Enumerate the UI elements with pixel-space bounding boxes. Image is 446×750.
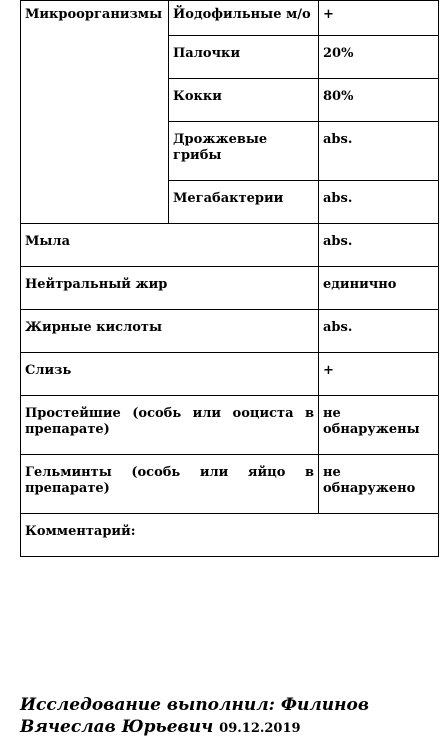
- soaps-value: abs.: [319, 224, 439, 267]
- iodophilic-label: Йодофильные м/о: [169, 1, 319, 36]
- table-row: [21, 353, 439, 396]
- table-row: [21, 267, 439, 310]
- megabacteria-label: Мегабактерии: [169, 181, 319, 224]
- helminths-label: Гельминты (особь или яйцо в препарате): [21, 455, 319, 514]
- fatty-acids-value: abs.: [319, 310, 439, 353]
- yeast-value: abs.: [319, 122, 439, 181]
- protozoa-value: не обнаружены: [319, 396, 439, 455]
- neutral-fat-label: Нейтральный жир: [21, 267, 319, 310]
- iodophilic-value: +: [319, 1, 439, 36]
- mucus-value: +: [319, 353, 439, 396]
- neutral-fat-value: единично: [319, 267, 439, 310]
- table-row: [21, 224, 439, 267]
- soaps-label: Мыла: [21, 224, 319, 267]
- cocci-value: 80%: [319, 79, 439, 122]
- protozoa-label: Простейшие (особь или ооциста в препарате): [21, 396, 319, 455]
- table-row: [21, 514, 439, 557]
- fatty-acids-label: Жирные кислоты: [21, 310, 319, 353]
- microorganisms-label: Микроорганизмы: [21, 1, 169, 224]
- megabacteria-value: abs.: [319, 181, 439, 224]
- signature-text: Исследование выполнил: Филинов Вячеслав Юрьевич: [20, 695, 370, 737]
- table-row: [21, 455, 439, 514]
- table-row: [21, 1, 439, 36]
- table-row: [21, 396, 439, 455]
- results-table: [20, 0, 439, 557]
- yeast-label: Дрожжевые грибы: [169, 122, 319, 181]
- comment-label: Комментарий:: [21, 514, 439, 557]
- rods-value: 20%: [319, 36, 439, 79]
- mucus-label: Слизь: [21, 353, 319, 396]
- helminths-value: не обнаружено: [319, 455, 439, 514]
- signature-date: 09.12.2019: [219, 721, 301, 736]
- cocci-label: Кокки: [169, 79, 319, 122]
- signature-line: [20, 694, 440, 740]
- table-row: [21, 310, 439, 353]
- rods-label: Палочки: [169, 36, 319, 79]
